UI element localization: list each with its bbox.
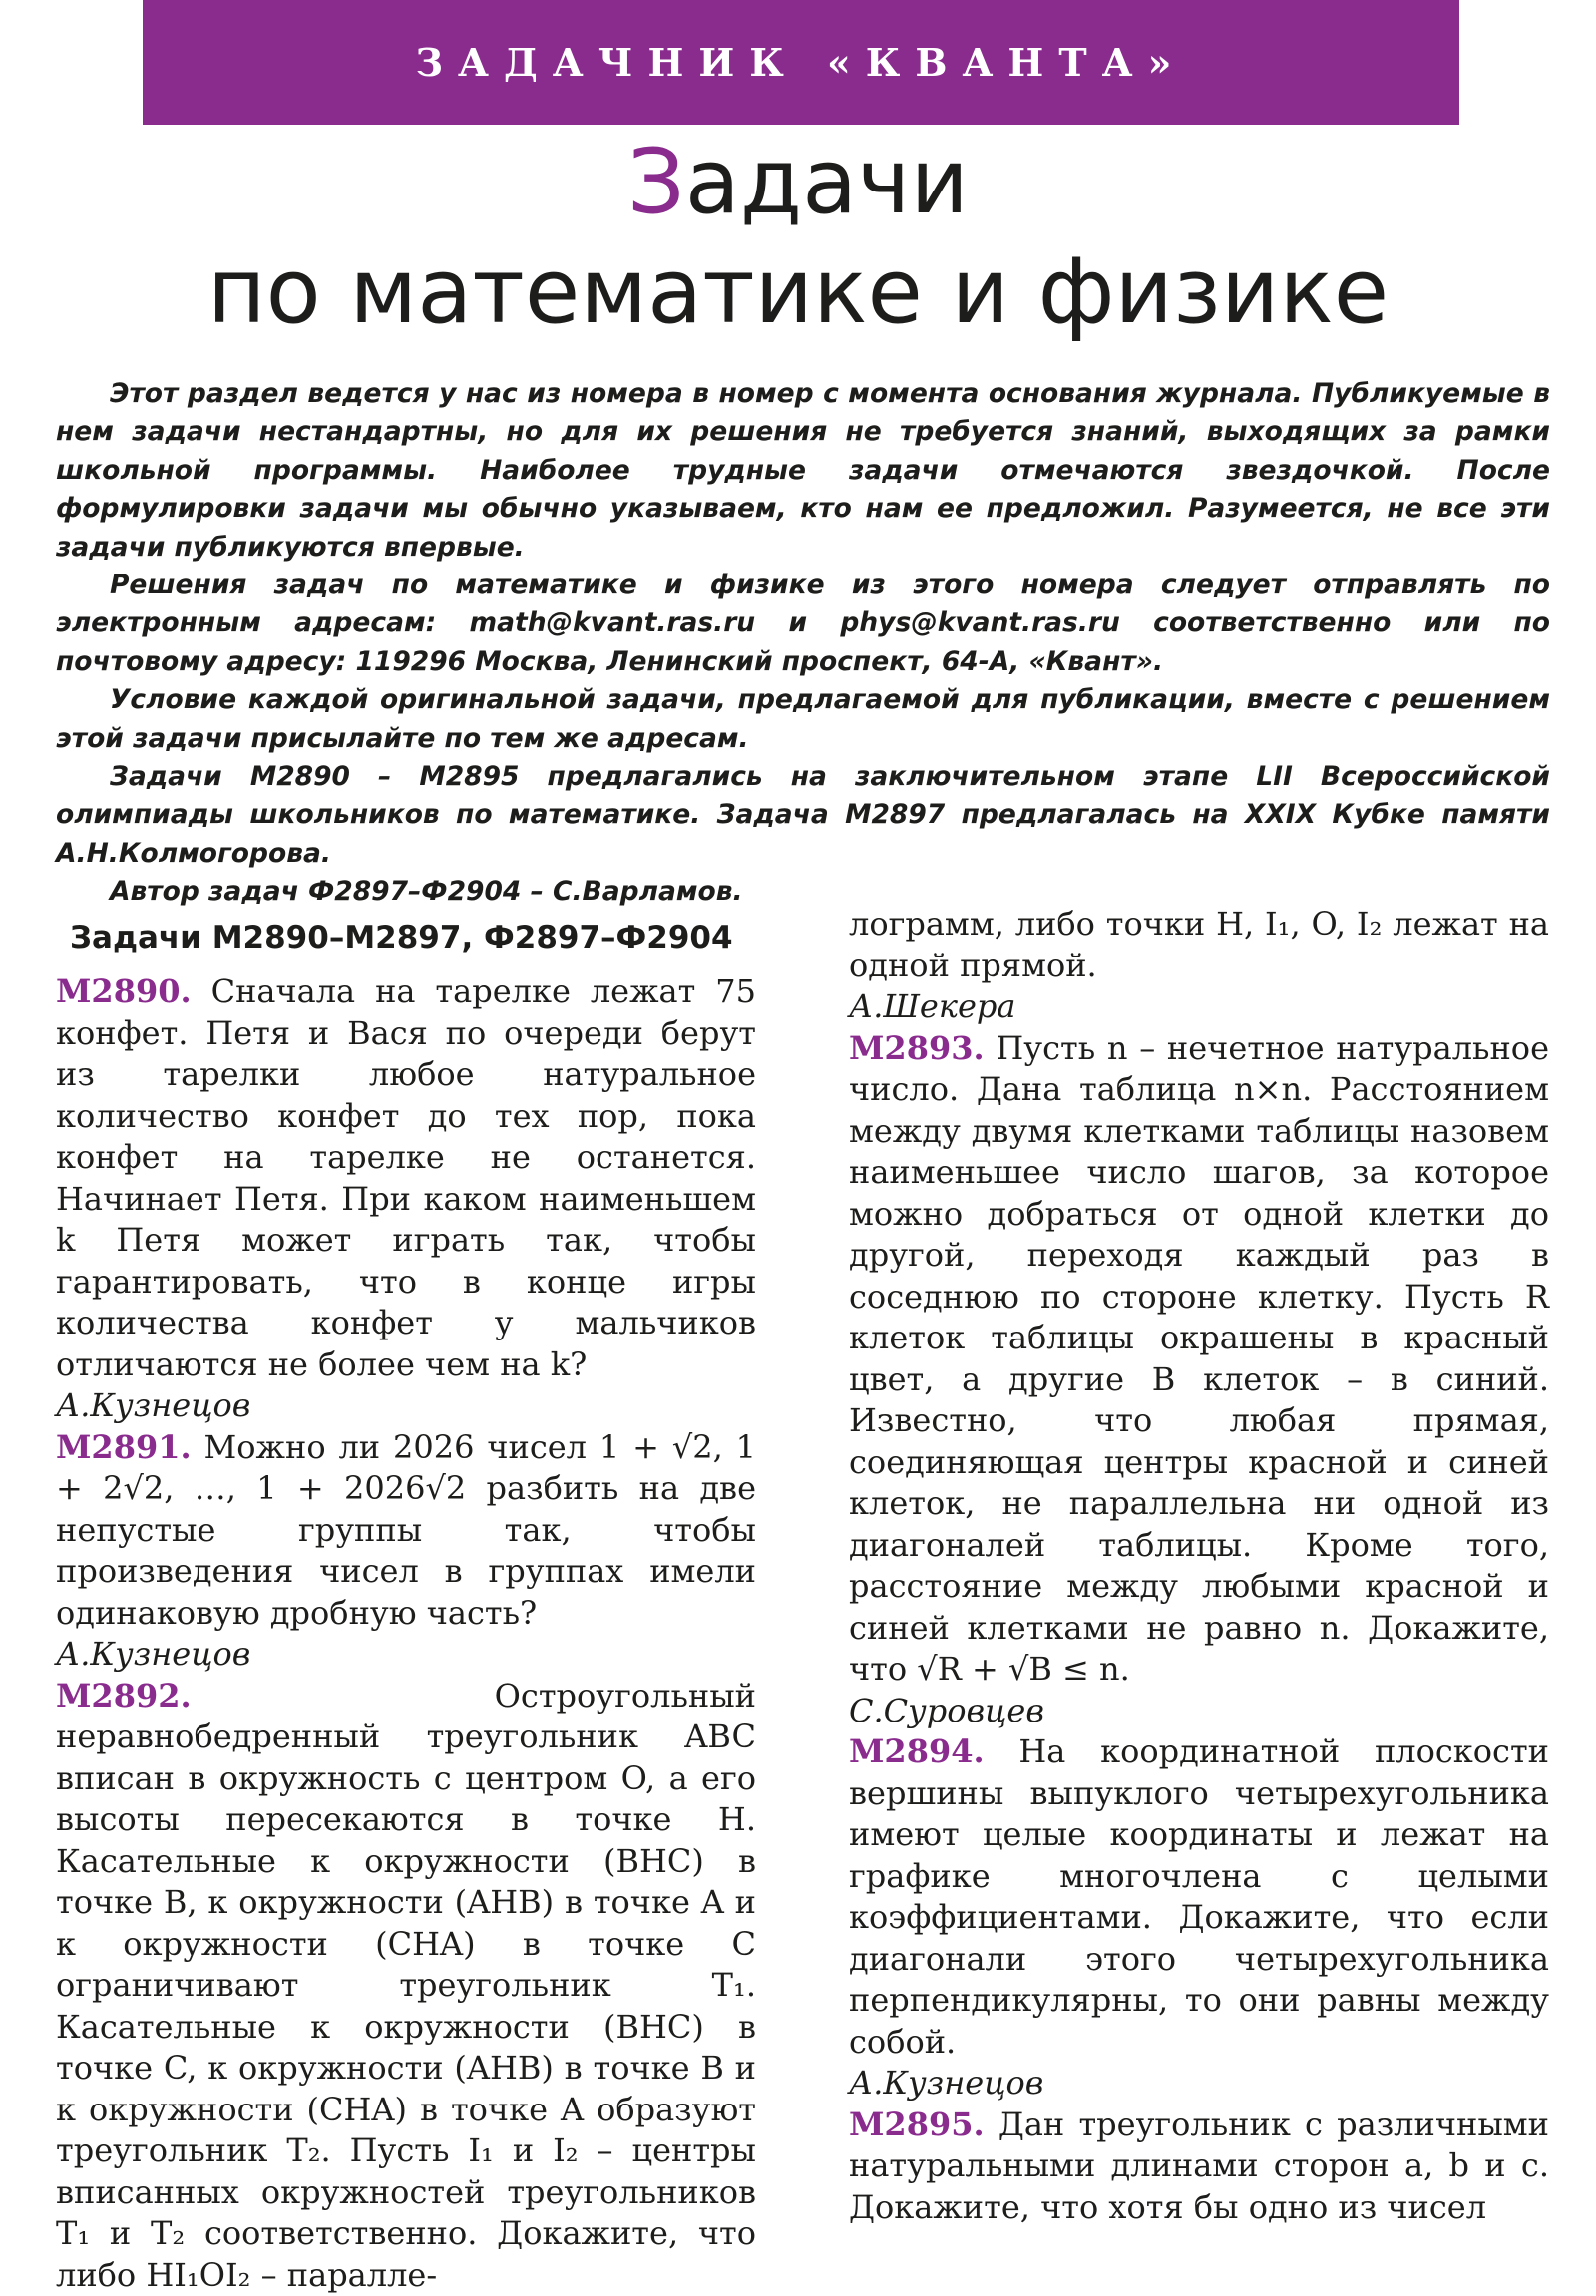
intro-paragraph: Решения задач по математике и физике из этого номера следует отправлять по электронным адресам: math@kvant.ras.ru и phys@kvant.ras.ru соответственно или по почтовому адресу: 119296 Москва, Ленинский проспект, 64-А, «Квант». (56, 567, 1550, 681)
right-column (849, 904, 1549, 2228)
problem-author: А.Кузнецов (849, 2063, 1549, 2105)
section-banner (143, 0, 1459, 125)
title-line-2: по математике и физике (0, 237, 1596, 347)
problem-m2895 (849, 2105, 1549, 2229)
problem-m2893 (849, 1028, 1549, 1691)
intro-paragraph: Этот раздел ведется у нас из номера в номер с момента основания журнала. Публикуемые в нем задачи нестандартны, но для их решения не требуется знаний, выходящих за рамки школьной программы. Наиболее трудные задачи отмечаются звездочкой. После формулировки задачи мы обычно указываем, кто нам ее предложил. Разумеется, не все эти задачи публикуются впервые. (56, 375, 1550, 567)
problem-author: А.Кузнецов (56, 1634, 756, 1676)
intro-paragraph: Задачи М2890 – М2895 предлагались на заключительном этапе LII Всероссийской олимпиады школьников по математике. Задача М2897 предлагалась на XXIX Кубке памяти А.Н.Колмогорова. (56, 758, 1550, 873)
intro-paragraph: Условие каждой оригинальной задачи, предлагаемой для публикации, вместе с решением этой задачи присылайте по тем же адресам. (56, 681, 1550, 758)
problem-text: Пусть n – нечетное натуральное число. Дана таблица n×n. Расстоянием между двумя клетками таблицы назовем наименьшее число шагов, за которое можно добраться от одной клетки до другой, переходя каждый раз в соседнюю по стороне клетку. Пусть R клеток таблицы окрашены в красный цвет, а другие B клеток – в синий. Известно, что любая прямая, соединяющая центры красной и синей клеток, не параллельна ни одной из диагоналей таблицы. Кроме того, расстояние между любыми красной и синей клетками не равно n. Докажите, что √R + √B ≤ n. (849, 1029, 1549, 1689)
problem-id: М2895. (849, 2105, 985, 2143)
problem-m2894 (849, 1731, 1549, 2063)
problem-text: На координатной плоскости вершины выпуклого четырехугольника имеют целые координаты и лежат на графике многочлена с целыми коэффициентами. Докажите, что если диагонали этого четырехугольника перпендикулярны, то они равны между собой. (849, 1732, 1549, 2061)
title-line-1-rest: адачи (685, 130, 969, 234)
problem-m2890 (56, 971, 756, 1385)
continued-text-spacer: лограмм, либо точки H, I₁, O, I₂ лежат на одной прямой. (849, 904, 1549, 986)
intro-paragraph: Автор задач Ф2897–Ф2904 – С.Варламов. (56, 873, 1550, 911)
problem-author: С.Суровцев (849, 1691, 1549, 1732)
problem-text: Можно ли 2026 чисел 1 + √2, 1 + 2√2, …, 1 + 2026√2 разбить на две непустые группы так, чтобы произведения чисел в группах имели одинаковую дробную часть? (56, 1428, 756, 1632)
problem-id: М2890. (56, 972, 192, 1010)
problem-text: Остроугольный неравнобедренный треугольник ABC вписан в окружность с центром O, а его высоты пересекаются в точке H. Касательные к окружности (BHC) в точке B, к окружности (AHB) в точке A и к окружности (CHA) в точке C ограничивают треугольник T₁. Касательные к окружности (BHC) в точке C, к окружности (AHB) в точке B и к окружности (CHA) в точке A образуют треугольник T₂. Пусть I₁ и I₂ – центры вписанных окружностей треугольников T₁ и T₂ соответственно. Докажите, что либо HI₁OI₂ – паралле- (56, 1677, 756, 2294)
problem-id: М2894. (849, 1732, 985, 1770)
problem-id: М2891. (56, 1428, 192, 1466)
problem-text: Сначала на тарелке лежат 75 конфет. Петя и Вася по очереди берут из тарелки любое натуральное количество конфет до тех пор, пока конфет на тарелке не останется. Начинает Петя. При каком наименьшем k Петя может играть так, чтобы гарантировать, что в конце игры количества конфет у мальчиков отличаются не более чем на k? (56, 972, 756, 1383)
title-line-1 (0, 128, 1596, 237)
page-title (0, 128, 1596, 347)
problem-m2891 (56, 1427, 756, 1635)
problem-id: М2892. (56, 1677, 192, 1715)
title-first-letter: З (627, 130, 685, 234)
problem-author: А.Кузнецов (56, 1385, 756, 1427)
left-column (56, 904, 756, 2296)
problem-text: Дан треугольник с различными натуральными длинами сторон a, b и c. Докажите, что хотя бы одно из чисел (849, 2105, 1549, 2226)
problem-id: М2893. (849, 1029, 985, 1067)
intro-text (56, 375, 1550, 912)
problem-author: А.Шекера (849, 986, 1549, 1028)
banner-text: ЗАДАЧНИК «КВАНТА» (416, 40, 1187, 85)
problems-section-title: Задачи М2890–М2897, Ф2897–Ф2904 (70, 918, 756, 957)
problem-m2892 (56, 1676, 756, 2296)
